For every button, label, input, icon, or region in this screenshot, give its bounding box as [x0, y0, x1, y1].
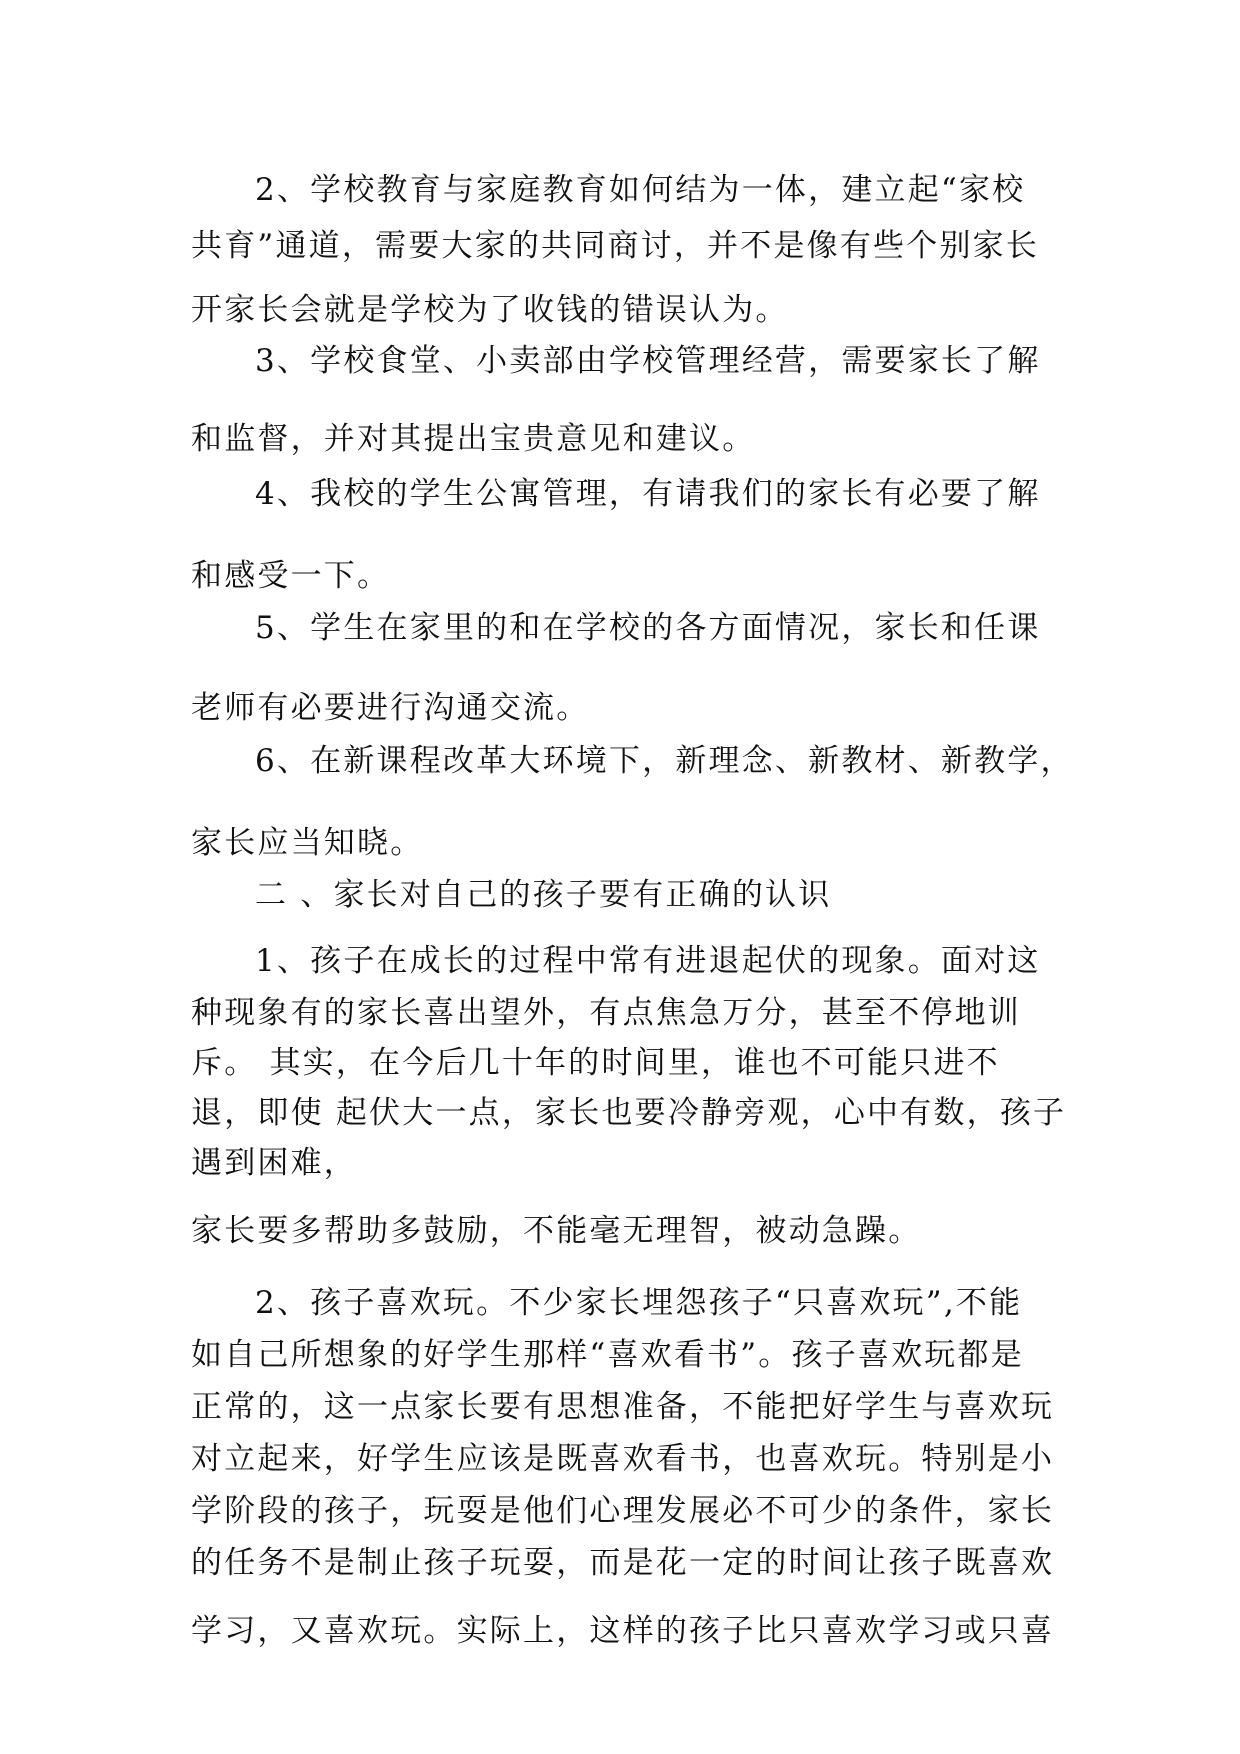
- text-line: 学阶段的孩子，玩耍是他们心理发展必不可少的条件，家长: [191, 1493, 1055, 1529]
- text-line: 共育”通道，需要大家的共同商讨，并不是像有些个别家长: [191, 228, 1040, 264]
- text-line: 3、学校食堂、小卖部由学校管理经营，需要家长了解: [255, 343, 1041, 379]
- text-line: 和感受一下。: [191, 558, 391, 594]
- text-line: 正常的，这一点家长要有思想准备，不能把好学生与喜欢玩: [191, 1389, 1055, 1425]
- text-line: 家长要多帮助多鼓励，不能毫无理智，被动急躁。: [191, 1213, 922, 1249]
- text-line: 退，即使 起伏大一点，家长也要冷静旁观，心中有数，孩子: [191, 1095, 1067, 1131]
- text-line: 种现象有的家长喜出望外，有点焦急万分，甚至不停地训: [191, 995, 1021, 1031]
- text-line: 对立起来，好学生应该是既喜欢看书，也喜欢玩。特别是小: [191, 1441, 1055, 1477]
- text-line: 5、学生在家里的和在学校的各方面情况，家长和任课: [255, 610, 1041, 646]
- text-line: 的任务不是制止孩子玩耍，而是花一定的时间让孩子既喜欢: [191, 1545, 1055, 1581]
- text-line: 4、我校的学生公寓管理，有请我们的家长有必要了解: [255, 476, 1041, 512]
- text-line: 2、孩子喜欢玩。不少家长埋怨孩子“只喜欢玩”,不能: [255, 1285, 1023, 1321]
- text-line: 开家长会就是学校为了收钱的错误认为。: [191, 292, 789, 328]
- text-line: 家长应当知晓。: [191, 825, 424, 861]
- text-line: 2、学校教育与家庭教育如何结为一体，建立起“家校: [255, 172, 1026, 208]
- text-line: 1、孩子在成长的过程中常有进退起伏的现象。面对这: [255, 943, 1041, 979]
- text-line: 遇到困难，: [191, 1145, 357, 1181]
- text-line: 学习，又喜欢玩。实际上，这样的孩子比只喜欢学习或只喜: [191, 1613, 1055, 1649]
- section-heading: 二 、家长对自己的孩子要有正确的认识: [255, 877, 832, 913]
- text-line: 和监督，并对其提出宝贵意见和建议。: [191, 421, 756, 457]
- text-line: 斥。 其实，在今后几十年的时间里，谁也不可能只进不: [191, 1045, 1000, 1081]
- text-line: 老师有必要进行沟通交流。: [191, 690, 590, 726]
- text-line: 如自己所想象的好学生那样“喜欢看书”。孩子喜欢玩都是: [191, 1337, 1024, 1373]
- text-line: 6、在新课程改革大环境下，新理念、新教材、新教学，: [255, 743, 1074, 779]
